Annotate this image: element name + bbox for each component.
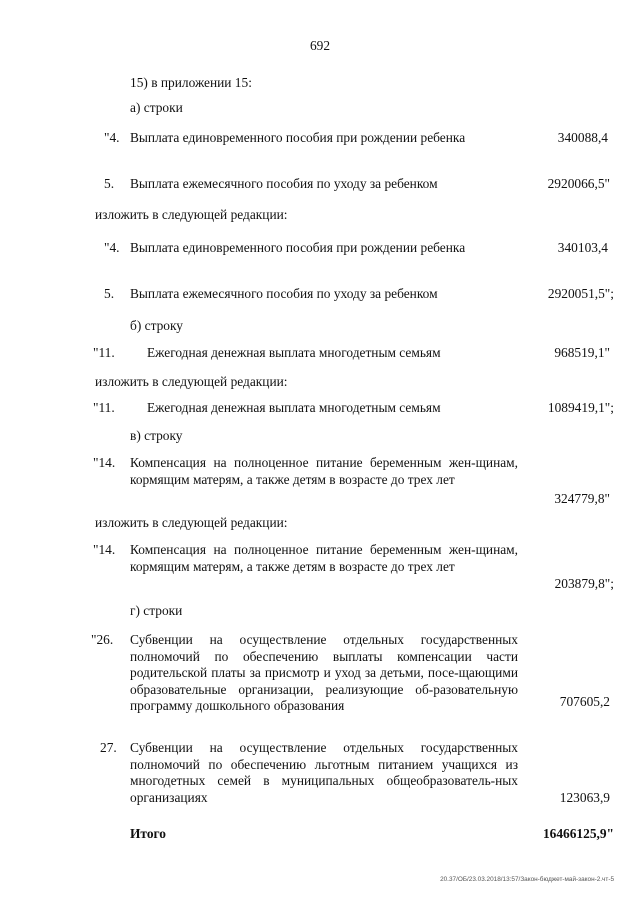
row-number: "4. [104, 240, 120, 255]
row-amount: 707605,2 [559, 694, 610, 709]
row-number: 27. [100, 740, 117, 755]
row-amount: 968519,1" [554, 345, 610, 360]
row-text: Выплата ежемесячного пособия по уходу за ребенком [130, 176, 438, 191]
row-amount: 340088,4 [557, 130, 608, 145]
page-number: 692 [309, 38, 331, 53]
total-amount: 16466125,9" [542, 826, 614, 841]
row-number: 5. [104, 286, 115, 301]
section-d-label: г) строки [130, 603, 183, 618]
total-label: Итого [130, 826, 166, 841]
row-amount: 123063,9 [559, 790, 610, 805]
row-text: Компенсация на полноценное питание беременным жен-щинам, кормящим матерям, а также детям в возрасте до трех лет [130, 542, 518, 574]
row-text: Ежегодная денежная выплата многодетным семьям [147, 400, 441, 415]
row-text: Субвенции на осуществление отдельных государственных полномочий по обеспечению выплаты компенсации части родительской платы за присмотр и уход за детьми, посе-щающими образовательные организации, реализующие об-разовательную программу дошкольного образования [130, 632, 518, 713]
row-text: Субвенции на осуществление отдельных государственных полномочий по обеспечению льготным питанием учащихся из многодетных семей в муниципальных общеобразователь-ных организациях [130, 740, 518, 805]
row-number: "4. [104, 130, 120, 145]
row-text: Ежегодная денежная выплата многодетным семьям [147, 345, 441, 360]
edit-instruction: изложить в следующей редакции: [95, 374, 288, 389]
amendment-intro: 15) в приложении 15: [130, 75, 252, 90]
row-number: 5. [104, 176, 115, 191]
row-number: "14. [93, 455, 116, 470]
row-amount: 340103,4 [557, 240, 608, 255]
section-a-label: а) строки [130, 100, 183, 115]
document-footer: 20.37/ОБ/23.03.2018/13:57/Закон-бюджет-май-закон-2.чт-5 [440, 876, 614, 883]
row-amount: 203879,8"; [554, 576, 614, 591]
section-b-label: б) строку [130, 318, 183, 333]
section-c-label: в) строку [130, 428, 183, 443]
row-amount: 2920066,5" [547, 176, 610, 191]
row-number: "11. [93, 345, 115, 360]
row-number: "26. [91, 632, 114, 647]
edit-instruction: изложить в следующей редакции: [95, 207, 288, 222]
row-text: Компенсация на полноценное питание беременным жен-щинам, кормящим матерям, а также детям в возрасте до трех лет [130, 455, 518, 487]
row-text: Выплата ежемесячного пособия по уходу за ребенком [130, 286, 438, 301]
row-amount: 2920051,5"; [547, 286, 614, 301]
row-number: "14. [93, 542, 116, 557]
row-text: Выплата единовременного пособия при рождении ребенка [130, 240, 466, 255]
row-amount: 324779,8" [554, 491, 610, 506]
row-text: Выплата единовременного пособия при рождении ребенка [130, 130, 466, 145]
row-number: "11. [93, 400, 115, 415]
row-amount: 1089419,1"; [547, 400, 614, 415]
edit-instruction: изложить в следующей редакции: [95, 515, 288, 530]
